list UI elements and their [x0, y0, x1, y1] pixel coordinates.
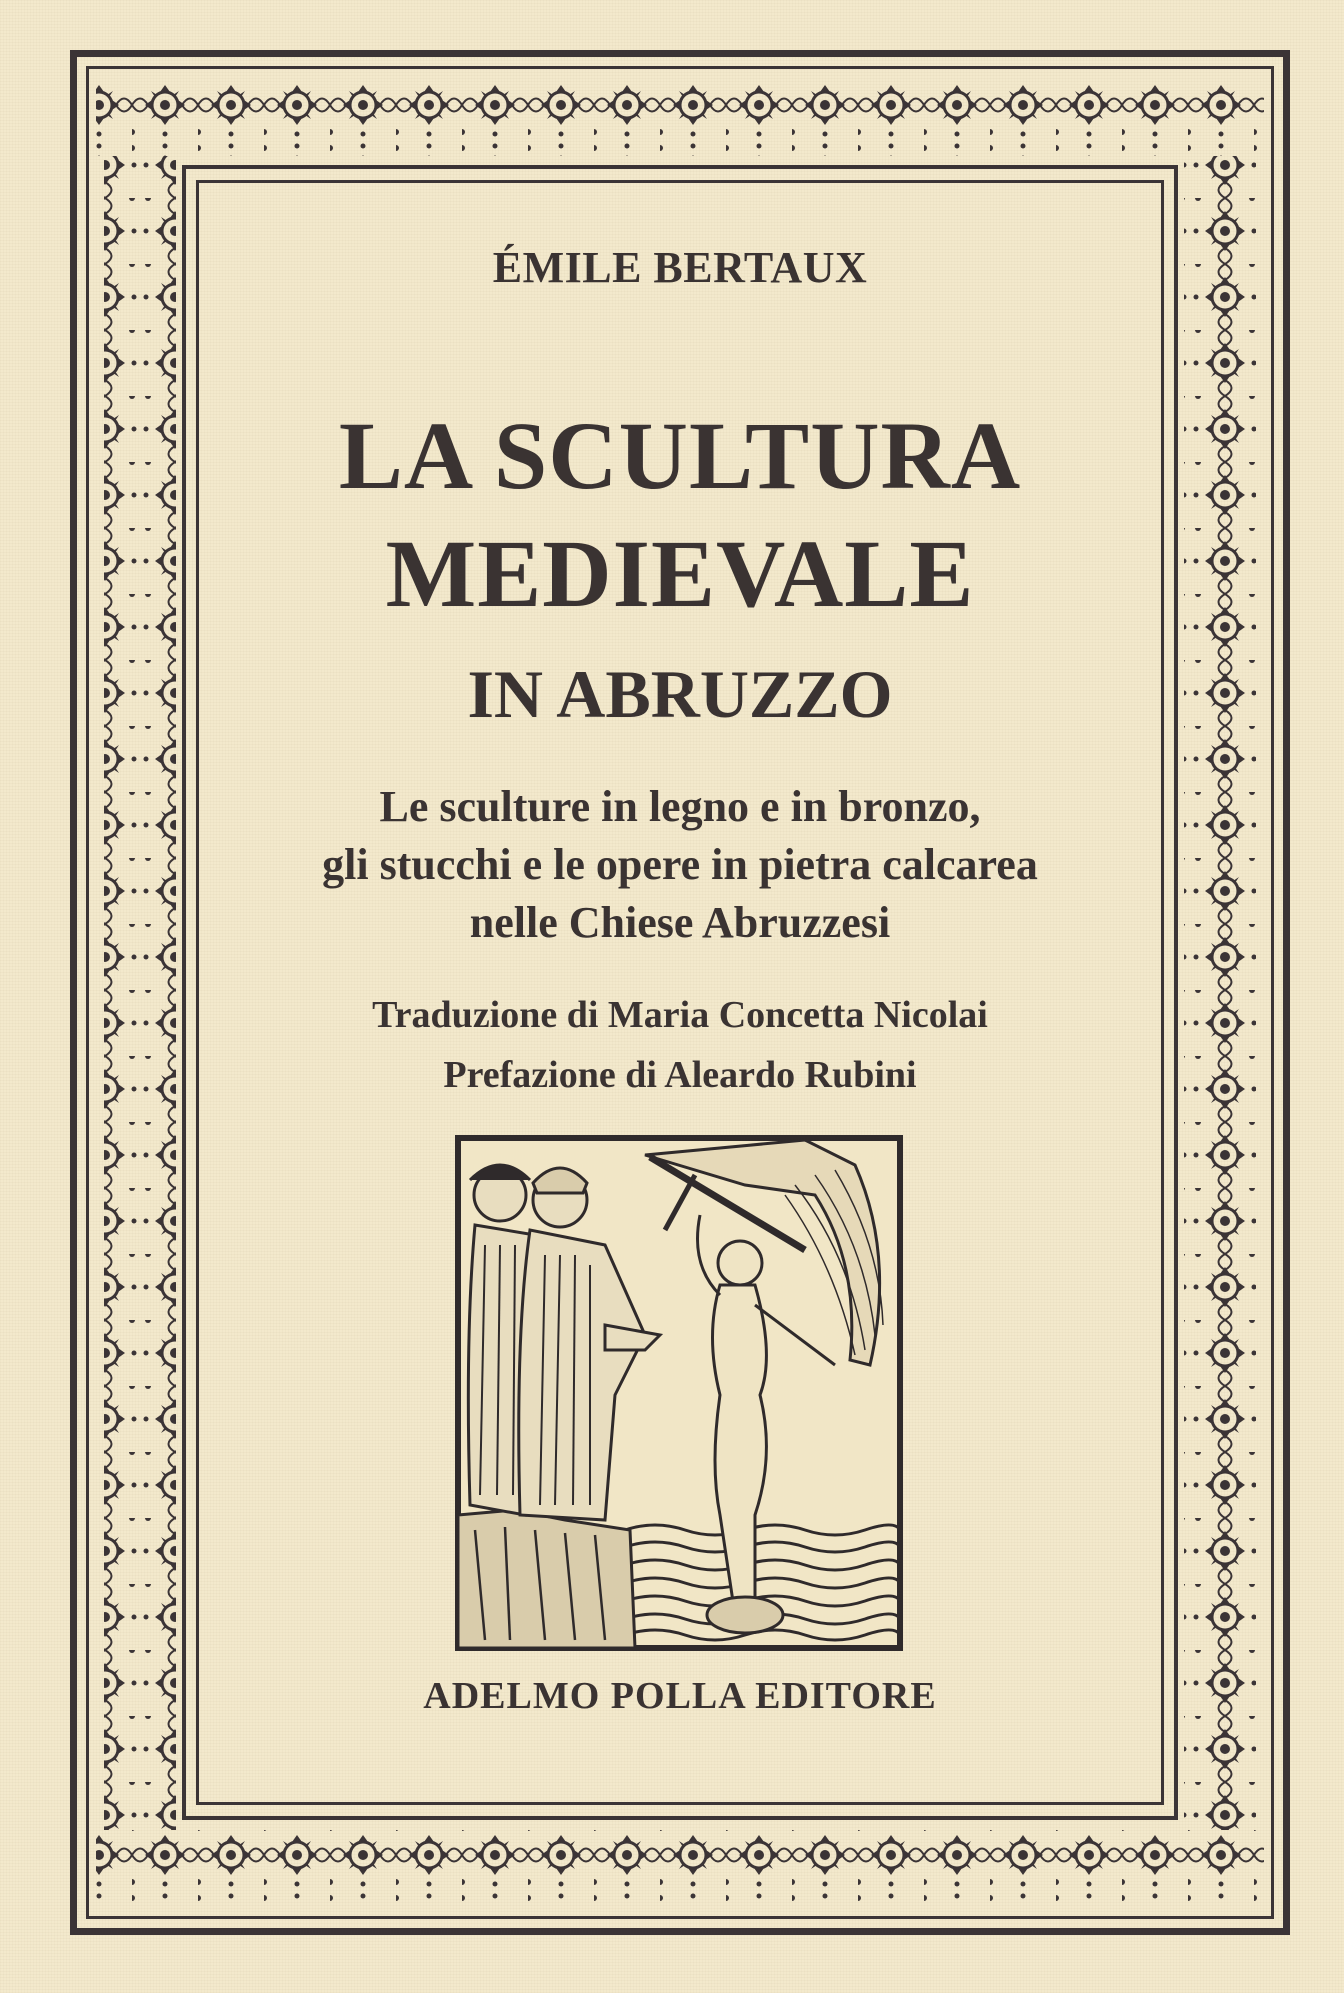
author-name: ÉMILE BERTAUX — [492, 243, 868, 292]
credits — [196, 985, 1164, 1105]
subtitle-line: gli stucchi e le opere in pietra calcarea — [322, 840, 1038, 889]
title-line-2: MEDIEVALE — [385, 520, 975, 627]
subtitle-line: nelle Chiese Abruzzesi — [469, 898, 891, 947]
woodcut-illustration — [455, 1135, 903, 1651]
subtitle — [196, 778, 1164, 952]
preface-credit: Prefazione di Aleardo Rubini — [443, 1054, 917, 1096]
title-line-1: LA SCULTURA — [338, 402, 1022, 509]
subtitle-line: Le sculture in legno e in bronzo, — [379, 782, 981, 831]
translator-credit: Traduzione di Maria Concetta Nicolai — [372, 994, 988, 1036]
title-line-3: IN ABRUZZO — [467, 656, 893, 732]
publisher: ADELMO POLLA EDITORE — [423, 1675, 937, 1717]
